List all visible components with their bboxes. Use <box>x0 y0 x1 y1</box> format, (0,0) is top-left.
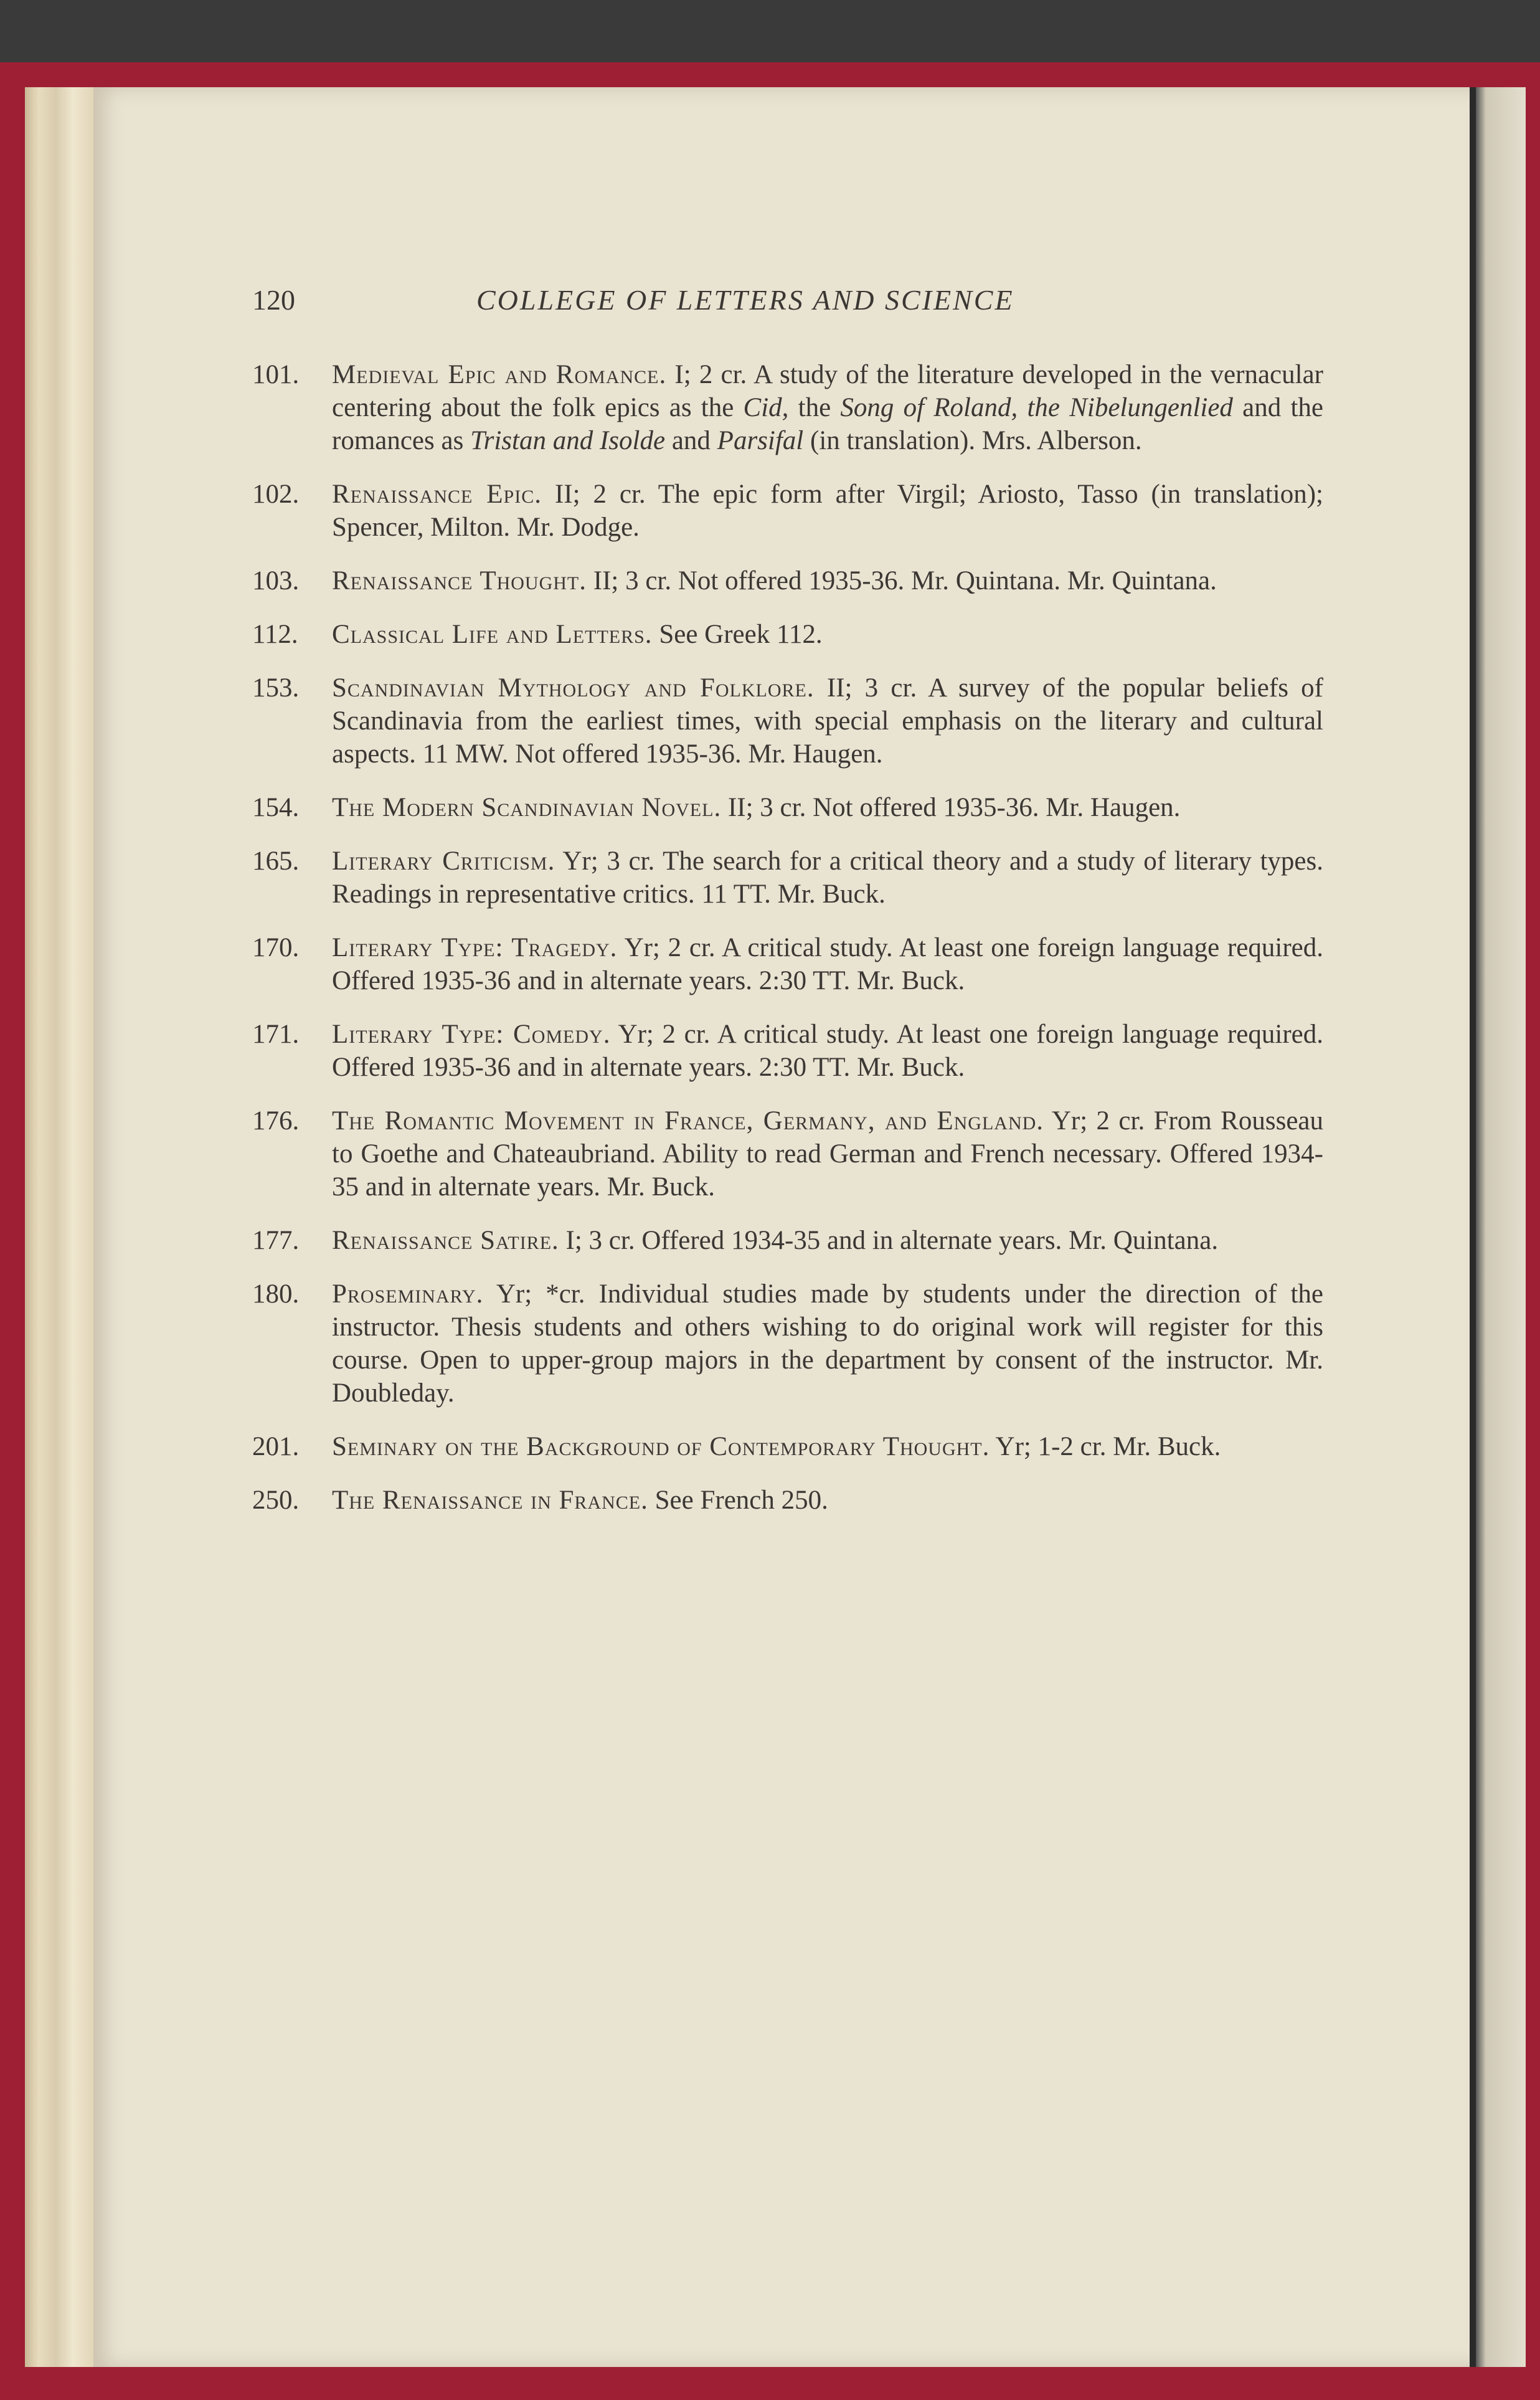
course-description: Classical Life and Letters. See Greek 112. <box>332 620 823 649</box>
course-number: 201. <box>252 1432 300 1461</box>
course-number: 153. <box>252 673 300 703</box>
course-description: Renaissance Thought. II; 3 cr. Not offered 1935-36. Mr. Quintana. Mr. Quintana. <box>332 566 1217 595</box>
course-entry <box>252 358 1323 457</box>
course-title: Literary Type: Comedy. <box>332 1020 611 1049</box>
running-title: COLLEGE OF LETTERS AND SCIENCE <box>476 284 1014 316</box>
course-entry <box>252 618 1323 651</box>
course-title: Proseminary. <box>332 1279 484 1309</box>
course-number: 103. <box>252 566 300 595</box>
course-description: Literary Criticism. Yr; 3 cr. The search for a critical theory and a study of literary types. Readings in representative critics. 11 TT. Mr. Buck. <box>332 847 1323 909</box>
course-number: 101. <box>252 360 300 389</box>
course-number: 165. <box>252 847 300 876</box>
course-title: The Romantic Movement in France, Germany, and England. <box>332 1106 1044 1136</box>
page-header <box>252 283 1323 327</box>
course-entry <box>252 1430 1323 1463</box>
course-title: Classical Life and Letters. <box>332 620 653 649</box>
course-description: Proseminary. Yr; *cr. Individual studies made by students under the direction of the instructor. Thesis students and others wishing to do original work will register for this course. Open to upper-group majors in the department by consent of the instructor. Mr. Doubleday. <box>332 1279 1323 1408</box>
facing-page-edge <box>1476 87 1526 2367</box>
course-title: Literary Criticism. <box>332 847 555 876</box>
course-description: Literary Type: Tragedy. Yr; 2 cr. A critical study. At least one foreign language required. Offered 1935-36 and in alternate years. 2:30 TT. Mr. Buck. <box>332 933 1323 995</box>
course-list <box>252 358 1323 1537</box>
course-description: Scandinavian Mythology and Folklore. II; 3 cr. A survey of the popular beliefs of Scandinavia from the earliest times, with special emphasis on the literary and cultural aspects. 11 MW. Not offered 1935-36. Mr. Haugen. <box>332 673 1323 769</box>
page-edges <box>25 87 93 2367</box>
course-title: Literary Type: Tragedy. <box>332 933 618 962</box>
course-description: Renaissance Satire. I; 3 cr. Offered 1934-35 and in alternate years. Mr. Quintana. <box>332 1226 1219 1255</box>
course-number: 176. <box>252 1106 300 1136</box>
course-number: 177. <box>252 1226 300 1255</box>
course-title: Renaissance Thought. <box>332 566 587 595</box>
course-number: 170. <box>252 933 300 962</box>
course-title: Renaissance Epic. <box>332 480 542 509</box>
course-entry <box>252 1484 1323 1517</box>
page-number: 120 <box>252 284 295 316</box>
course-number: 154. <box>252 793 300 822</box>
course-title: The Renaissance in France. <box>332 1486 648 1515</box>
course-number: 250. <box>252 1486 300 1515</box>
course-entry <box>252 845 1323 911</box>
course-description: The Renaissance in France. See French 250. <box>332 1486 828 1515</box>
course-entry <box>252 478 1323 544</box>
course-description: The Romantic Movement in France, Germany, and England. Yr; 2 cr. From Rousseau to Goethe and Chateaubriand. Ability to read German and French necessary. Offered 1934-35 and in alternate years. Mr. Buck. <box>332 1106 1323 1202</box>
course-entry <box>252 564 1323 597</box>
course-number: 180. <box>252 1279 300 1309</box>
course-entry <box>252 931 1323 997</box>
course-number: 112. <box>252 620 298 649</box>
course-title: The Modern Scandinavian Novel. <box>332 793 722 822</box>
course-number: 102. <box>252 480 300 509</box>
course-title: Scandinavian Mythology and Folklore. <box>332 673 815 703</box>
course-description: Seminary on the Background of Contemporary Thought. Yr; 1-2 cr. Mr. Buck. <box>332 1432 1221 1461</box>
course-title: Renaissance Satire. <box>332 1226 559 1255</box>
course-description: Renaissance Epic. II; 2 cr. The epic form after Virgil; Ariosto, Tasso (in translation); Spencer, Milton. Mr. Dodge. <box>332 480 1324 542</box>
course-description: Literary Type: Comedy. Yr; 2 cr. A critical study. At least one foreign language required. Offered 1935-36 and in alternate years. 2:30 TT. Mr. Buck. <box>332 1020 1323 1082</box>
course-entry <box>252 671 1323 771</box>
course-description: Medieval Epic and Romance. I; 2 cr. A study of the literature developed in the vernacular centering about the folk epics as the Cid, the Song of Roland, the Nibelungenlied and the romances as Tristan and Isolde and Parsifal (in translation). Mrs. Alberson. <box>332 360 1323 455</box>
course-entry <box>252 1224 1323 1257</box>
course-title: Medieval Epic and Romance. <box>332 360 667 389</box>
course-title: Seminary on the Background of Contemporary Thought. <box>332 1432 990 1461</box>
course-number: 171. <box>252 1020 300 1049</box>
course-description: The Modern Scandinavian Novel. II; 3 cr. Not offered 1935-36. Mr. Haugen. <box>332 793 1181 822</box>
course-entry <box>252 1104 1323 1203</box>
course-entry <box>252 1018 1323 1084</box>
course-entry <box>252 1278 1323 1410</box>
course-entry <box>252 791 1323 824</box>
